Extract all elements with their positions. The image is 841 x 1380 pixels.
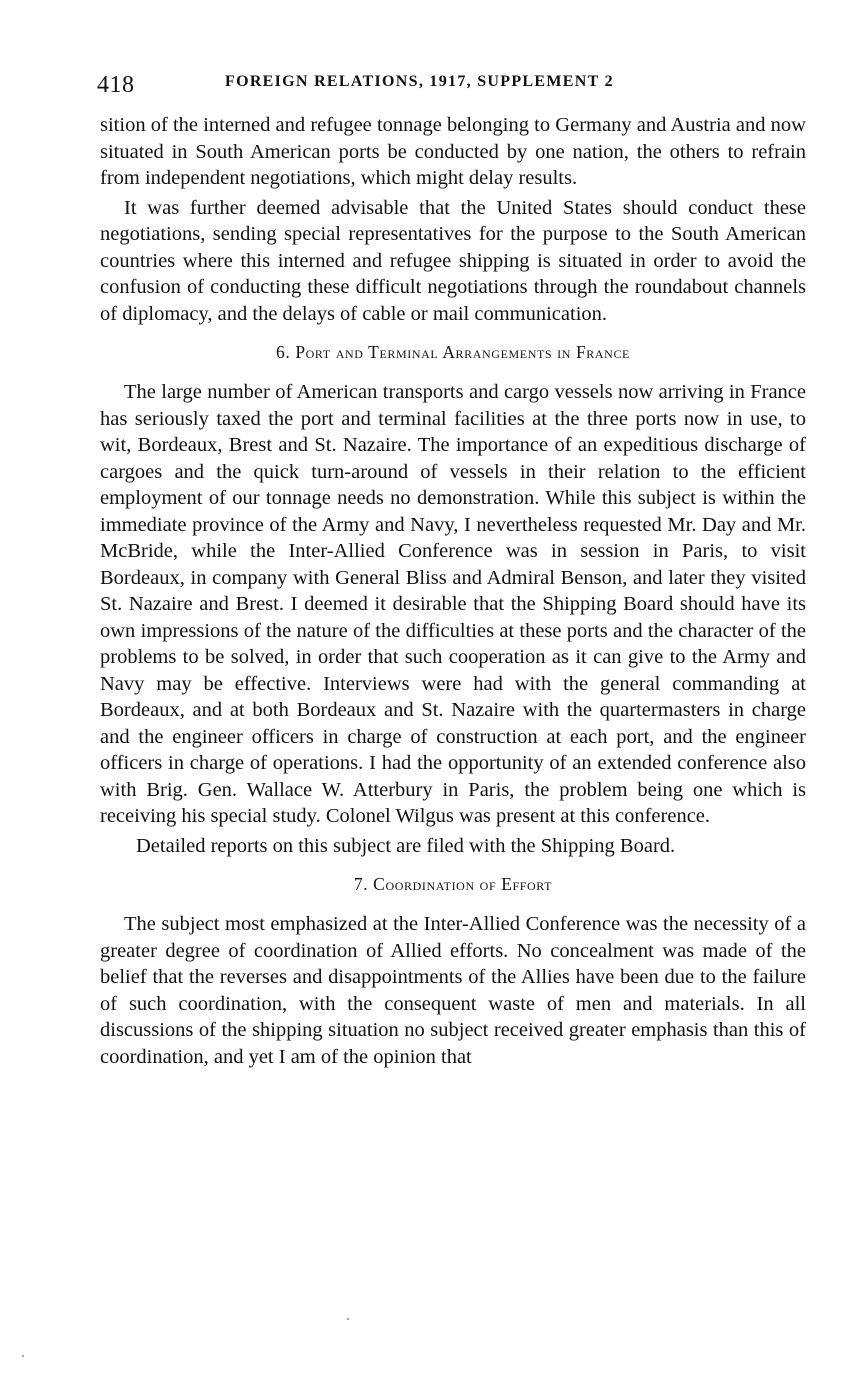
section-heading-port-terminal-text: 6. Port and Terminal Arrangements in France bbox=[276, 342, 630, 362]
body-text bbox=[100, 112, 806, 1070]
paragraph-coordination: The subject most emphasized at the Inter-Allied Conference was the necessity of a greater degree of coordination of Allied efforts. No concealment was made of the belief that the reverses and disappointments of the Allies have been due to the failure of such coordination, with the consequent waste of men and materials. In all discussions of the shipping situation no subject received greater emphasis than this of coordination, and yet I am of the opinion that bbox=[100, 913, 806, 1068]
section-heading-coordination bbox=[100, 871, 806, 897]
scan-speck bbox=[347, 1318, 349, 1320]
running-head: FOREIGN RELATIONS, 1917, SUPPLEMENT 2 bbox=[225, 73, 614, 90]
page-header bbox=[97, 70, 805, 106]
page-number: 418 bbox=[97, 72, 135, 98]
paragraph-negotiations: It was further deemed advisable that the United States should conduct these negotiations, sending special representatives for the purpose to the South American countries where this interned and refugee shipping is situated in order to avoid the confusion of conducting these difficult negotiations through the roundabout channels of diplomacy, and the delays of cable or mail communication. bbox=[100, 196, 806, 325]
paragraph-port-terminal: The large number of American transports and cargo vessels now arriving in France has seriously taxed the port and terminal facilities at the three ports now in use, to wit, Bordeaux, Brest and St. Nazaire. The importance of an expeditious discharge of cargoes and the quick turn-around of vessels in their relation to the efficient employment of our tonnage needs no demonstration. While this subject is within the immediate province of the Army and Navy, I nevertheless requested Mr. Day and Mr. McBride, while the Inter-Allied Conference was in session in Paris, to visit Bordeaux, in company with General Bliss and Admiral Benson, and later they visited St. Nazaire and Brest. I deemed it desirable that the Shipping Board should have its own impressions of the nature of the difficulties at these ports and the character of the problems to be solved, in order that such cooperation as it can give to the Army and Navy may be effective. Interviews were had with the general commanding at Bordeaux, and at both Bordeaux and St. Nazaire with the quartermasters in charge and the engineer officers in charge of construction at each port, and the engineer officers in charge of operations. I had the opportunity of an extended conference also with Brig. Gen. Wallace W. Atterbury in Paris, the problem being one which is receiving his special study. Colonel Wilgus was present at this conference. bbox=[100, 381, 806, 827]
section-heading-coordination-text: 7. Coordination of Effort bbox=[353, 874, 553, 894]
paragraph-continuation: sition of the interned and refugee tonnage belonging to Germany and Austria and now situated in South American ports be conducted by one nation, the others to refrain from independent negotiations, which might delay results. bbox=[100, 114, 806, 189]
paragraph-detailed-reports: Detailed reports on this subject are filed with the Shipping Board. bbox=[136, 834, 676, 857]
section-heading-port-terminal bbox=[100, 339, 806, 365]
scan-speck bbox=[22, 1355, 24, 1357]
